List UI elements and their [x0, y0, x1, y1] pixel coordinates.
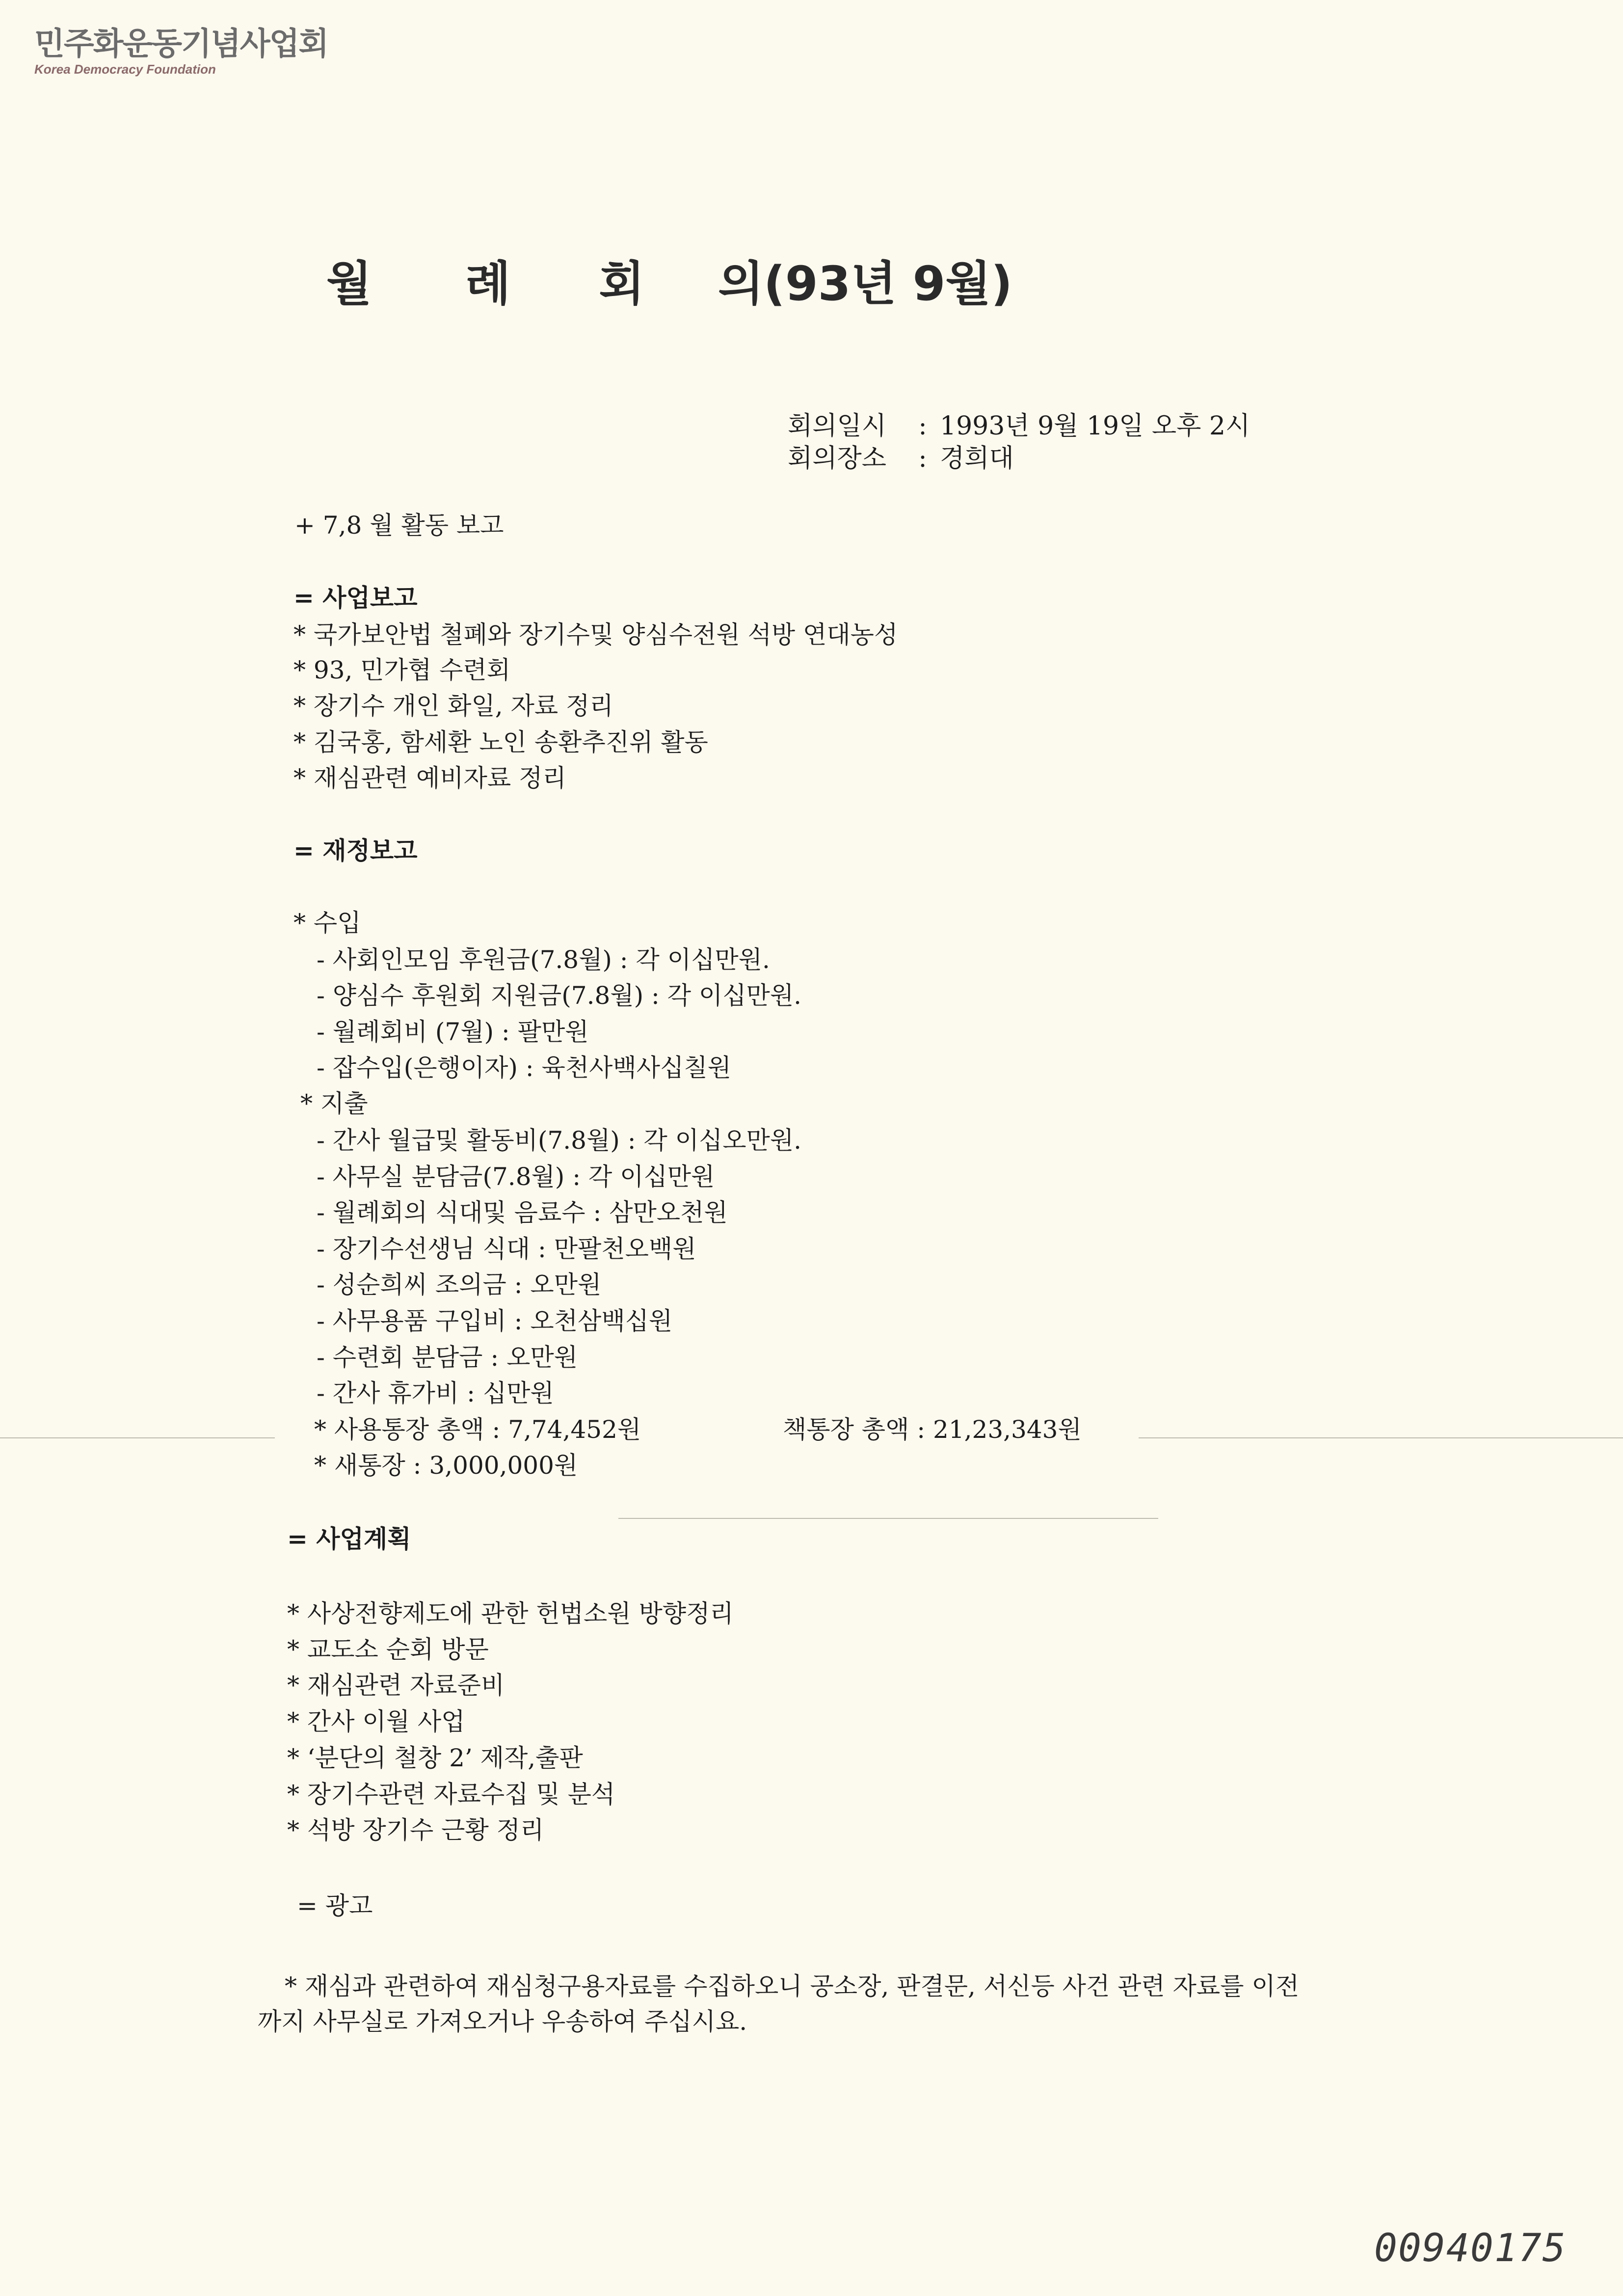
meeting-date-value: 1993년 9월 19일 오후 2시: [940, 411, 1251, 441]
foundation-logo: [34, 28, 328, 76]
title-char-2: 례: [465, 256, 511, 311]
scan-line: [0, 1437, 275, 1438]
expense-item: - 간사 휴가비 : 십만원: [317, 1379, 554, 1407]
expense-heading: * 지출: [300, 1089, 368, 1118]
notice-text: [258, 1969, 1308, 2039]
separator: :: [918, 411, 927, 441]
expense-item: - 월례회의 식대및 음료수 : 삼만오천원: [317, 1198, 728, 1227]
title-char-1: 월: [326, 256, 372, 311]
list-item: * 93, 민가협 수련회: [293, 656, 510, 684]
meeting-date-label: 회의일시: [788, 411, 886, 441]
activity-report-heading: + 7,8 월 활동 보고: [294, 511, 504, 540]
list-item: * 교도소 순회 방문: [287, 1635, 489, 1664]
list-item: * 사상전향제도에 관한 헌법소원 방향정리: [287, 1599, 734, 1628]
expense-item: - 수련회 분담금 : 오만원: [317, 1343, 578, 1372]
list-item: * 석방 장기수 근황 정리: [287, 1816, 544, 1844]
list-item: * 재심관련 예비자료 정리: [293, 764, 566, 792]
logo-korean: 민주화운동기념사업회: [34, 26, 328, 62]
meeting-date-row: [788, 410, 1250, 442]
list-item: * 재심관련 자료준비: [287, 1671, 505, 1700]
notice-heading: = 광고: [297, 1891, 373, 1920]
meeting-place-row: [788, 442, 1250, 475]
new-account-total: * 새통장 : 3,000,000원: [314, 1451, 578, 1480]
list-item: * 장기수 개인 화일, 자료 정리: [293, 692, 613, 720]
finance-report-heading: = 재정보고: [293, 836, 418, 865]
book-account-total: 책통장 총액 : 21,23,343원: [783, 1415, 1082, 1444]
logo-english: Korea Democracy Foundation: [34, 62, 216, 77]
account-total: * 사용통장 총액 : 7,74,452원: [314, 1415, 641, 1444]
list-item: * ‘분단의 철창 2’ 제작,출판: [287, 1744, 583, 1772]
expense-item: - 사무실 분담금(7.8월) : 각 이십만원: [317, 1162, 715, 1191]
scan-line: [618, 1518, 1158, 1519]
list-item: * 간사 이월 사업: [287, 1707, 465, 1736]
list-item: * 김국홍, 함세환 노인 송환추진위 활동: [293, 728, 708, 756]
list-item: * 국가보안법 철폐와 장기수및 양심수전원 석방 연대농성: [293, 621, 898, 649]
meeting-place-label: 회의장소: [788, 444, 886, 473]
expense-item: - 간사 월급및 활동비(7.8월) : 각 이십오만원.: [317, 1126, 802, 1155]
title-char-3: 회: [599, 256, 645, 311]
title-rest: 의(93년 9월): [718, 256, 1013, 311]
document-number-stamp: 00940175: [1374, 2226, 1567, 2270]
expense-item: - 사무용품 구입비 : 오천삼백십원: [317, 1307, 673, 1335]
expense-item: - 성순희씨 조의금 : 오만원: [317, 1270, 602, 1299]
income-item: - 사회인모임 후원금(7.8월) : 각 이십만원.: [317, 945, 770, 974]
separator: :: [918, 444, 927, 473]
meeting-info: [788, 410, 1250, 475]
meeting-place-value: 경희대: [940, 444, 1014, 473]
business-report-heading: = 사업보고: [293, 583, 418, 612]
income-item: - 잡수입(은행이자) : 육천사백사십칠원: [317, 1053, 731, 1082]
income-item: - 양심수 후원회 지원금(7.8월) : 각 이십만원.: [317, 981, 802, 1010]
notice-paragraph: * 재심과 관련하여 재심청구용자료를 수집하오니 공소장, 판결문, 서신등 사건 관련 자료를 이전까지 사무실로 가져오거나 우송하여 주십시요.: [258, 1972, 1300, 2036]
list-item: * 장기수관련 자료수집 및 분석: [287, 1780, 615, 1809]
income-item: - 월례회비 (7월) : 팔만원: [317, 1018, 589, 1046]
business-plan-heading: = 사업계획: [287, 1524, 411, 1553]
expense-item: - 장기수선생님 식대 : 만팔천오백원: [317, 1235, 696, 1263]
income-heading: * 수입: [293, 909, 361, 937]
document-title: [326, 256, 1013, 311]
scan-line: [1139, 1437, 1623, 1438]
